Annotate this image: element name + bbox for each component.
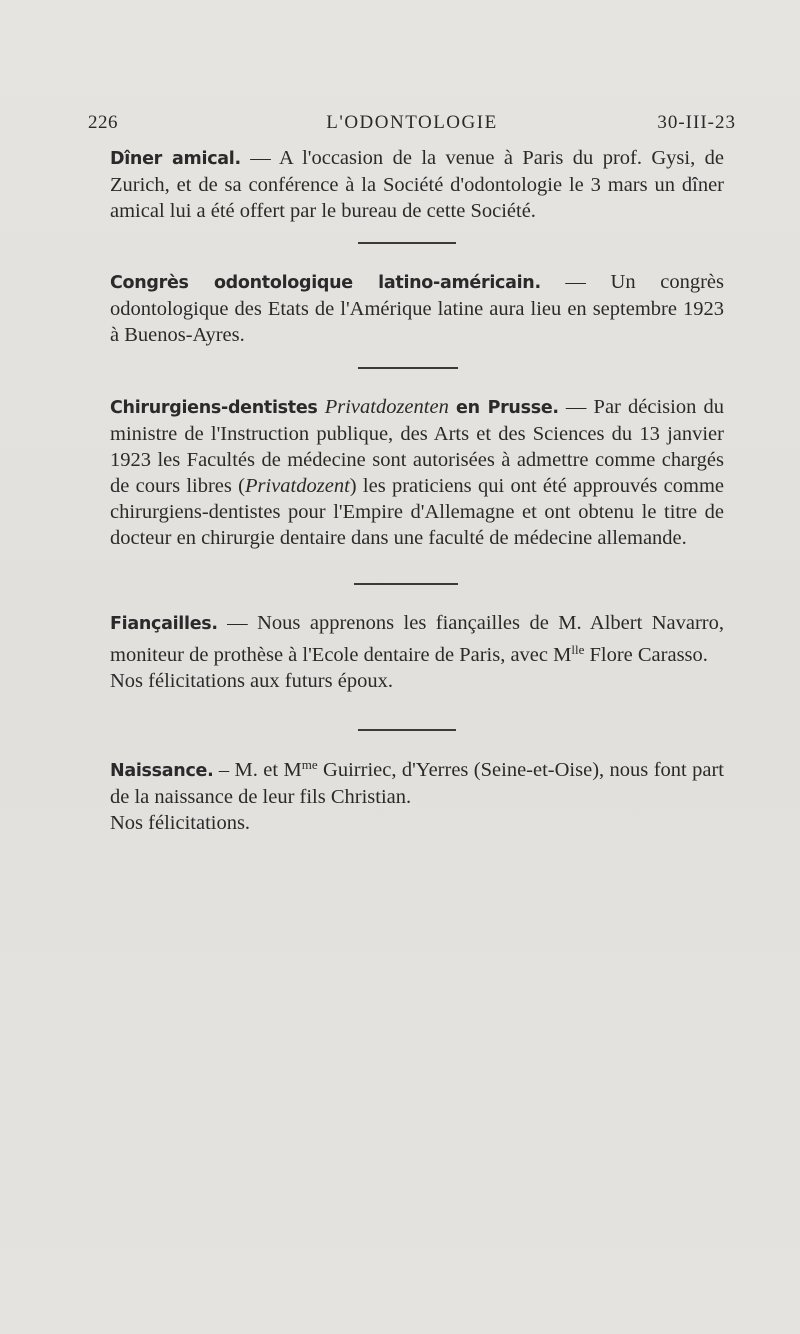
section-text: — Un congrès odontologique des Etats de l'Amérique latine aura lieu en septembre 1923 à Buenos-Ayres. <box>110 271 724 346</box>
section-text: ) les praticiens qui ont été approuvés comme chirurgiens-dentistes pour l'Empire d'Allemagne et ont obtenu le titre de docteur en chirurgie dentaire dans une faculté de médecine allemande. <box>110 475 724 549</box>
paragraph <box>86 145 724 224</box>
section-heading: Fiançailles. <box>110 614 218 634</box>
italic-term: Privatdozent <box>245 475 350 497</box>
closing-line: Nos félicitations. <box>110 812 251 834</box>
section-text: – M. et M <box>213 759 302 781</box>
section-divider <box>358 242 456 244</box>
section-text: — A l'occasion de la venue à Paris du prof. Gysi, de Zurich, et de sa conférence à la Société d'odontologie le 3 mars un dîner amical lui a été offert par le bureau de cette Société. <box>110 147 724 222</box>
section-fiancailles <box>86 610 724 694</box>
paragraph <box>86 752 724 810</box>
superscript: lle <box>571 642 585 657</box>
section-chirurgiens <box>86 394 724 551</box>
issue-date: 30-III-23 <box>657 112 736 133</box>
page-number: 226 <box>88 112 118 133</box>
superscript: me <box>301 757 318 772</box>
section-text: — Par décision du ministre de l'Instruction publique, des Arts et des Sciences du 13 janvier 1923 les Facultés de médecine sont autorisées à admettre comme chargés de cours libres ( <box>110 396 725 497</box>
section-divider <box>358 729 456 731</box>
section-diner-amical <box>86 145 724 224</box>
paragraph <box>86 610 724 668</box>
section-heading: Chirurgiens-dentistes <box>110 398 318 418</box>
section-divider <box>354 583 458 585</box>
section-divider <box>358 367 458 369</box>
section-text: Guirriec, d'Yerres (Seine-et-Oise), nous font part de la naissance de leur fils Christian. <box>110 759 725 808</box>
journal-title: L'ODONTOLOGIE <box>326 112 498 133</box>
section-congres <box>86 269 724 348</box>
section-heading: Dîner amical. <box>110 149 241 169</box>
section-heading: Naissance. <box>110 761 214 781</box>
section-heading-italic: Privatdozenten <box>324 396 449 418</box>
section-heading: Congrès odontologique latino-américain. <box>110 273 541 293</box>
section-text: Flore Carasso. <box>584 644 708 666</box>
section-text: — Nous apprenons les fiançailles de M. Albert Navarro, moniteur de prothèse à l'Ecole dentaire de Paris, avec M <box>110 612 724 666</box>
paragraph <box>86 269 724 348</box>
paragraph <box>86 394 724 551</box>
closing-line: Nos félicitations aux futurs époux. <box>110 670 393 692</box>
section-heading: en Prusse. <box>456 398 559 418</box>
section-naissance <box>86 752 724 836</box>
